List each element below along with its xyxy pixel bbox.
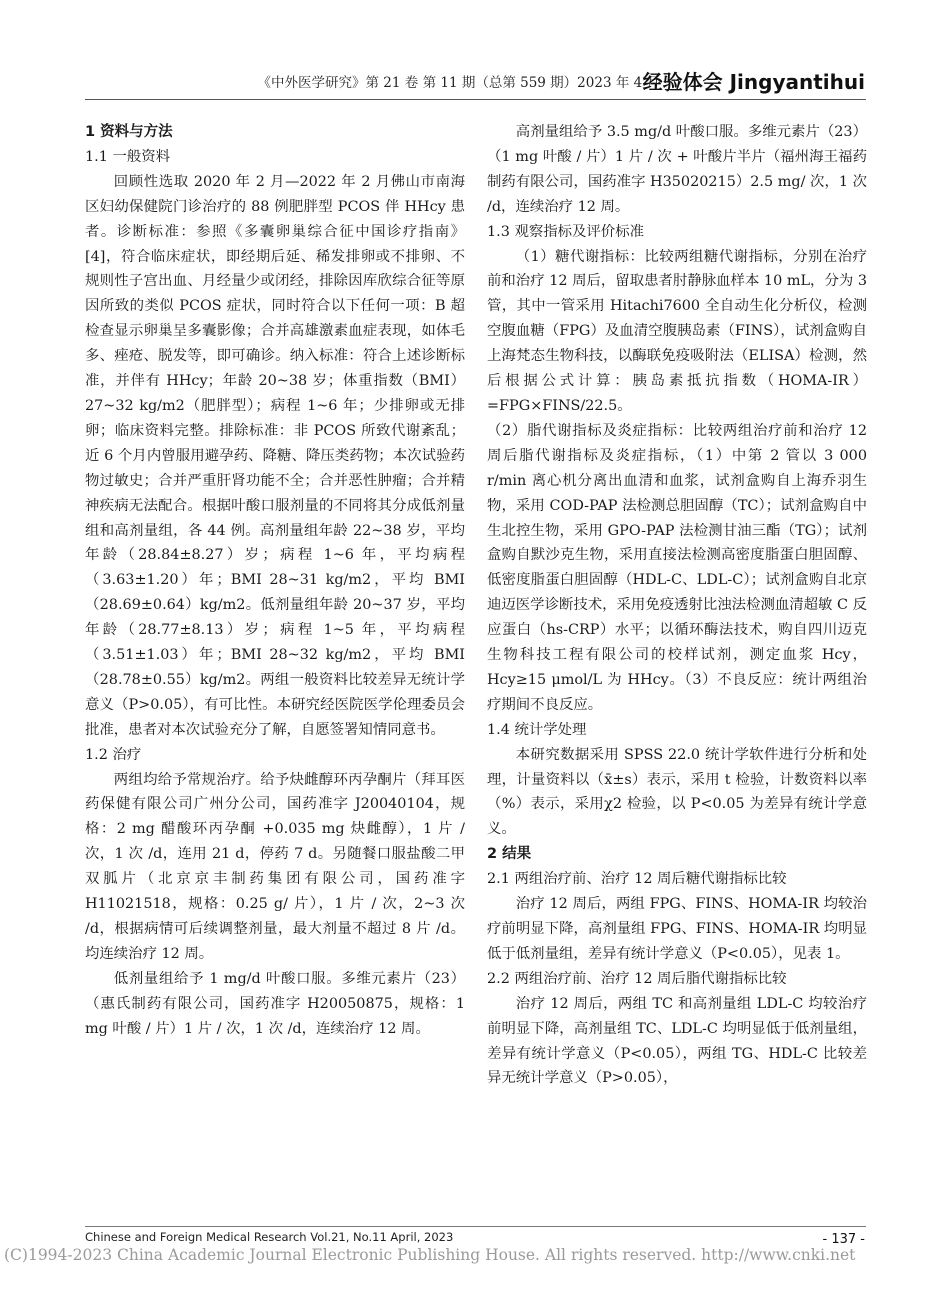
footer-divider [85,1226,866,1227]
paragraph-low-dose: 低剂量组给予 1 mg/d 叶酸口服。多维元素片（23）（惠氏制药有限公司，国药准字 H20050875，规格：1 mg 叶酸 / 片）1 片 / 次，1 次 /d，连续治疗 12 周。 [85,970,465,1037]
heading-methods: 1 资料与方法 [85,124,173,140]
copyright-watermark: (C)1994-2023 China Academic Journal Electronic Publishing House. All rights reserved. http://www.cnki.net [4,1246,856,1264]
subheading-indicators: 1.3 观察指标及评价标准 [487,223,644,240]
paragraph-general-data: 回顾性选取 2020 年 2 月—2022 年 2 月佛山市南海区妇幼保健院门诊治疗的 88 例肥胖型 PCOS 伴 HHcy 患者。诊断标准：参照《多囊卵巢综合征中国诊疗指南》[4]，符合临床症状，即经期后延、稀发排卵或不排卵、不规则性子宫出血、月经量少或闭经，排除因库欣综合征等原因所致的类似 PCOS 症状，同时符合以下任何一项：B 超检查显示卵巢呈多囊影像；合并高雄激素血症表现，如体毛多、痤疮、脱发等，即可确诊。纳入标准：符合上述诊断标准，并伴有 HHcy；年龄 20~38 岁；体重指数（BMI）27~32 kg/m2（肥胖型）；病程 1~6 年；少排卵或无排卵；临床资料完整。排除标准：非 PCOS 所致代谢紊乱；近 6 个月内曾服用避孕药、降糖、降压类药物；本次试验药物过敏史；合并严重肝肾功能不全；合并恶性肿瘤；合并精神疾病无法配合。根据叶酸口服剂量的不同将其分成低剂量组和高剂量组，各 44 例。高剂量组年龄 22~38 岁，平均年龄（28.84±8.27）岁；病程 1~6 年，平均病程（3.63±1.20）年；BMI 28~31 kg/m2，平均 BMI（28.69±0.64）kg/m2。低剂量组年龄 20~37 岁，平均年龄（28.77±8.13）岁；病程 1~5 年，平均病程（3.51±1.03）年；BMI 28~32 kg/m2，平均 BMI（28.78±0.55）kg/m2。两组一般资料比较差异无统计学意义（P>0.05），有可比性。本研究经医院医学伦理委员会批准，患者对本次试验充分了解，自愿签署知情同意书。 [85,173,465,738]
paragraph-lipid-metabolism: （2）脂代谢指标及炎症指标：比较两组治疗前和治疗 12 周后脂代谢指标及炎症指标，（1）中第 2 管以 3 000 r/min 离心机分离出血清和血浆，试剂盒购自上海乔羽生物，采用 COD-PAP 法检测总胆固醇（TC）；试剂盒购自中生北控生物，采用 GPO-PAP 法检测甘油三酯（TG）；试剂盒购自默沙克生物，采用直接法检测高密度脂蛋白胆固醇、低密度脂蛋白胆固醇（HDL-C、LDL-C）；试剂盒购自北京迪迈医学诊断技术，采用免疫透射比浊法检测血清超敏 C 反应蛋白（hs-CRP）水平；以循环酶法技术，购自四川迈克生物科技工程有限公司的校样试剂，测定血浆 Hcy，Hcy≥15 μmol/L 为 HHcy。（3）不良反应：统计两组治疗期间不良反应。 [487,422,867,713]
heading-results: 2 结果 [487,846,532,863]
paragraph-glucose-metabolism: （1）糖代谢指标：比较两组糖代谢指标，分别在治疗前和治疗 12 周后，留取患者肘静脉血样本 10 mL，分为 3 管，其中一管采用 Hitachi7600 全自动生化分析仪，检测空腹血糖（FPG）及血清空腹胰岛素（FINS），试剂盒购自上海梵态生物科技，以酶联免疫吸附法（ELISA）检测，然后根据公式计算：胰岛素抵抗指数（HOMA-IR）=FPG×FINS/22.5。 [487,248,867,414]
header-divider [85,99,866,100]
page-header [0,0,950,108]
subheading-statistics: 1.4 统计学处理 [487,721,587,738]
paragraph-high-dose: 高剂量组给予 3.5 mg/d 叶酸口服。多维元素片（23）（1 mg 叶酸 / 片）1 片 / 次 + 叶酸片半片（福州海王福药制药有限公司，国药准字 H35020215）2.5 mg/ 次，1 次 /d，连续治疗 12 周。 [487,124,867,215]
subheading-lipid-results: 2.2 两组治疗前、治疗 12 周后脂代谢指标比较 [487,970,787,987]
left-column [85,120,465,1042]
page-number: - 137 - [822,1232,865,1247]
right-column [487,120,867,1091]
subheading-general-data: 1.1 一般资料 [85,148,171,165]
paragraph-lipid-results: 治疗 12 周后，两组 TC 和高剂量组 LDL-C 均较治疗前明显下降，高剂量组 TC、LDL-C 均明显低于低剂量组，差异有统计学意义（P<0.05），两组 TG、HDL-C 比较差异无统计学意义（P>0.05）， [487,995,867,1087]
journal-info: 《中外医学研究》第 21 卷 第 11 期（总第 559 期）2023 年 4 月 [257,75,660,91]
subheading-glucose-results: 2.1 两组治疗前、治疗 12 周后糖代谢指标比较 [487,871,787,888]
footer-citation: Chinese and Foreign Medical Research Vol.21, No.11 April, 2023 [85,1230,454,1244]
section-label: 经验体会 Jingyantihui [642,70,865,94]
paragraph-treatment: 两组均给予常规治疗。给予炔雌醇环丙孕酮片（拜耳医药保健有限公司广州分公司，国药准字 J20040104，规格：2 mg 醋酸环丙孕酮 +0.035 mg 炔雌醇），1 片 / 次，1 次 /d，连用 21 d，停药 7 d。另随餐口服盐酸二甲双胍片（北京京丰制药集团有限公司，国药准字 H11021518，规格：0.25 g/ 片），1 片 / 次，2~3 次 /d，根据病情可后续调整剂量，最大剂量不超过 8 片 /d。均连续治疗 12 周。 [85,771,465,962]
paragraph-statistics: 本研究数据采用 SPSS 22.0 统计学软件进行分析和处理，计量资料以（x̄±s）表示，采用 t 检验，计数资料以率（%）表示，采用χ2 检验，以 P<0.05 为差异有统计学意义。 [487,746,867,838]
paragraph-glucose-results: 治疗 12 周后，两组 FPG、FINS、HOMA-IR 均较治疗前明显下降，高剂量组 FPG、FINS、HOMA-IR 均明显低于低剂量组，差异有统计学意义（P<0.05），见表 1。 [487,896,867,962]
subheading-treatment: 1.2 治疗 [85,746,142,763]
